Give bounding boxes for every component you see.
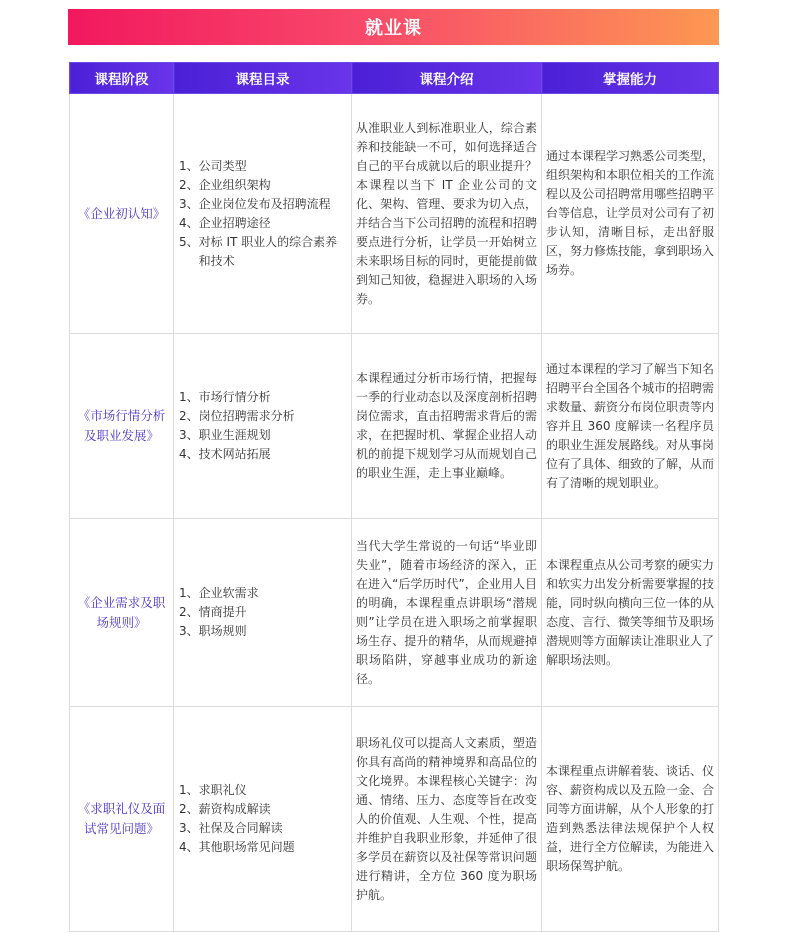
catalog-item-text: 求职礼仪 xyxy=(198,783,247,797)
catalog-item xyxy=(179,407,345,426)
table-row xyxy=(70,334,719,519)
catalog-item-text: 职业生涯规划 xyxy=(198,428,271,442)
intro-cell: 本课程通过分析市场行情，把握每一季的行业动态以及深度剖析招聘岗位需求，直击招聘需求背后的需求，在把握时机、掌握企业招人动机的前提下规划学习从而规划自己的职业生涯，走上事业巅峰。 xyxy=(352,334,542,519)
catalog-item-number: 1、 xyxy=(179,586,199,600)
catalog-item xyxy=(179,214,345,233)
catalog-list xyxy=(179,157,345,271)
catalog-item-number: 2、 xyxy=(179,605,199,619)
course-table xyxy=(69,62,719,932)
catalog-item-number: 2、 xyxy=(179,409,199,423)
header-intro: 课程介绍 xyxy=(352,63,542,94)
header-catalog: 课程目录 xyxy=(174,63,352,94)
stage-cell: 《企业初认知》 xyxy=(70,94,174,334)
catalog-item-text: 企业软需求 xyxy=(198,586,259,600)
catalog-item-number: 1、 xyxy=(179,390,199,404)
catalog-item xyxy=(179,838,345,857)
catalog-item xyxy=(179,603,345,622)
section-banner xyxy=(68,9,719,45)
catalog-item xyxy=(179,195,345,214)
skill-cell: 通过本课程学习熟悉公司类型，组织架构和本职位相关的工作流程以及公司招聘常用哪些招聘平台等信息，让学员对公司有了初步认知，清晰目标，走出舒服区，努力修炼技能，拿到职场入场券。 xyxy=(542,94,719,334)
catalog-item xyxy=(179,800,345,819)
catalog-cell xyxy=(174,94,352,334)
catalog-item-text: 企业组织架构 xyxy=(198,177,271,192)
catalog-item-number: 1、 xyxy=(179,783,199,797)
catalog-item-text: 薪资构成解读 xyxy=(198,802,271,816)
catalog-item-number: 3、 xyxy=(179,821,199,835)
stage-cell: 《市场行情分析及职业发展》 xyxy=(70,334,174,519)
catalog-item xyxy=(179,157,345,176)
catalog-item-text: 社保及合同解读 xyxy=(198,821,283,835)
catalog-item-text: 企业招聘途径 xyxy=(198,215,271,230)
table-row xyxy=(70,707,719,932)
catalog-item-text: 岗位招聘需求分析 xyxy=(198,409,295,423)
table-row xyxy=(70,94,719,334)
catalog-item xyxy=(179,584,345,603)
table-row xyxy=(70,519,719,707)
catalog-item xyxy=(179,176,345,195)
catalog-item-number: 1、 xyxy=(179,158,199,173)
catalog-item-text: 情商提升 xyxy=(198,605,247,619)
catalog-item xyxy=(179,388,345,407)
catalog-item-number: 2、 xyxy=(179,177,199,192)
catalog-item-number: 5、 xyxy=(179,234,199,249)
section-title: 就业课 xyxy=(365,18,422,39)
intro-cell: 当代大学生常说的一句话“毕业即失业”，随着市场经济的深入，正在进入“后学历时代”，企业用人目的明确，本课程重点讲职场“潜规则”让学员在进入职场之前掌握职场生存、提升的精华，从而规避掉职场陷阱，穿越事业成功的新途径。 xyxy=(352,519,542,707)
header-skill: 掌握能力 xyxy=(542,63,719,94)
catalog-item-text: 其他职场常见问题 xyxy=(198,840,295,854)
catalog-item-number: 4、 xyxy=(179,215,199,230)
header-stage: 课程阶段 xyxy=(70,63,174,94)
skill-cell: 通过本课程的学习了解当下知名招聘平台全国各个城市的招聘需求数量、薪资分布岗位职责等内容并且 360 度解读一名程序员的职业生涯发展路线。对从事岗位有了具体、细致的了解，从而有了清晰的规划职业。 xyxy=(542,334,719,519)
catalog-list xyxy=(179,388,345,464)
catalog-item-text: 职场规则 xyxy=(198,624,247,638)
catalog-item-number: 3、 xyxy=(179,624,199,638)
catalog-item-number: 3、 xyxy=(179,196,199,211)
catalog-item-number: 4、 xyxy=(179,840,199,854)
catalog-item-number: 2、 xyxy=(179,802,199,816)
catalog-item xyxy=(179,233,345,271)
stage-cell: 《求职礼仪及面试常见问题》 xyxy=(70,707,174,932)
catalog-item-text: 公司类型 xyxy=(198,158,247,173)
catalog-item-text: 企业岗位发布及招聘流程 xyxy=(198,196,331,211)
catalog-cell xyxy=(174,519,352,707)
table-header-row xyxy=(70,63,719,94)
catalog-item xyxy=(179,819,345,838)
catalog-list xyxy=(179,781,345,857)
catalog-cell xyxy=(174,334,352,519)
catalog-item-number: 3、 xyxy=(179,428,199,442)
catalog-item xyxy=(179,445,345,464)
catalog-item-number: 4、 xyxy=(179,447,199,461)
catalog-item xyxy=(179,622,345,641)
intro-cell: 职场礼仪可以提高人文素质，塑造你具有高尚的精神境界和高品位的文化境界。本课程核心关键字：沟通、情绪、压力、态度等旨在改变人的价值观、人生观、个性，提高并维护自我职业形象，并延伸了很多学员在薪资以及社保等常识问题进行精讲，全方位 360 度为职场护航。 xyxy=(352,707,542,932)
catalog-item-text: 对标 IT 职业人的综合素养和技术 xyxy=(198,234,338,268)
catalog-item-text: 市场行情分析 xyxy=(198,390,271,404)
stage-cell: 《企业需求及职场规则》 xyxy=(70,519,174,707)
skill-cell: 本课程重点从公司考察的硬实力和软实力出发分析需要掌握的技能，同时纵向横向三位一体的从态度、言行、微笑等细节及职场潜规则等方面解读让准职业人了解职场法则。 xyxy=(542,519,719,707)
intro-cell: 从准职业人到标准职业人，综合素养和技能缺一不可，如何选择适合自己的平台成就以后的职业提升？本课程以当下 IT 企业公司的文化、架构、管理、要求为切入点，并结合当下公司招聘的流程和招聘要点进行分析，让学员一开始树立未来职场目标的同时，更能提前做到知己知彼，稳握进入职场的入场券。 xyxy=(352,94,542,334)
catalog-item-text: 技术网站拓展 xyxy=(198,447,271,461)
skill-cell: 本课程重点讲解着装、谈话、仪容、薪资构成以及五险一金、合同等方面讲解，从个人形象的打造到熟悉法律法规保护个人权益，进行全方位解读，为能进入职场保驾护航。 xyxy=(542,707,719,932)
catalog-cell xyxy=(174,707,352,932)
catalog-item xyxy=(179,781,345,800)
catalog-list xyxy=(179,584,345,641)
catalog-item xyxy=(179,426,345,445)
